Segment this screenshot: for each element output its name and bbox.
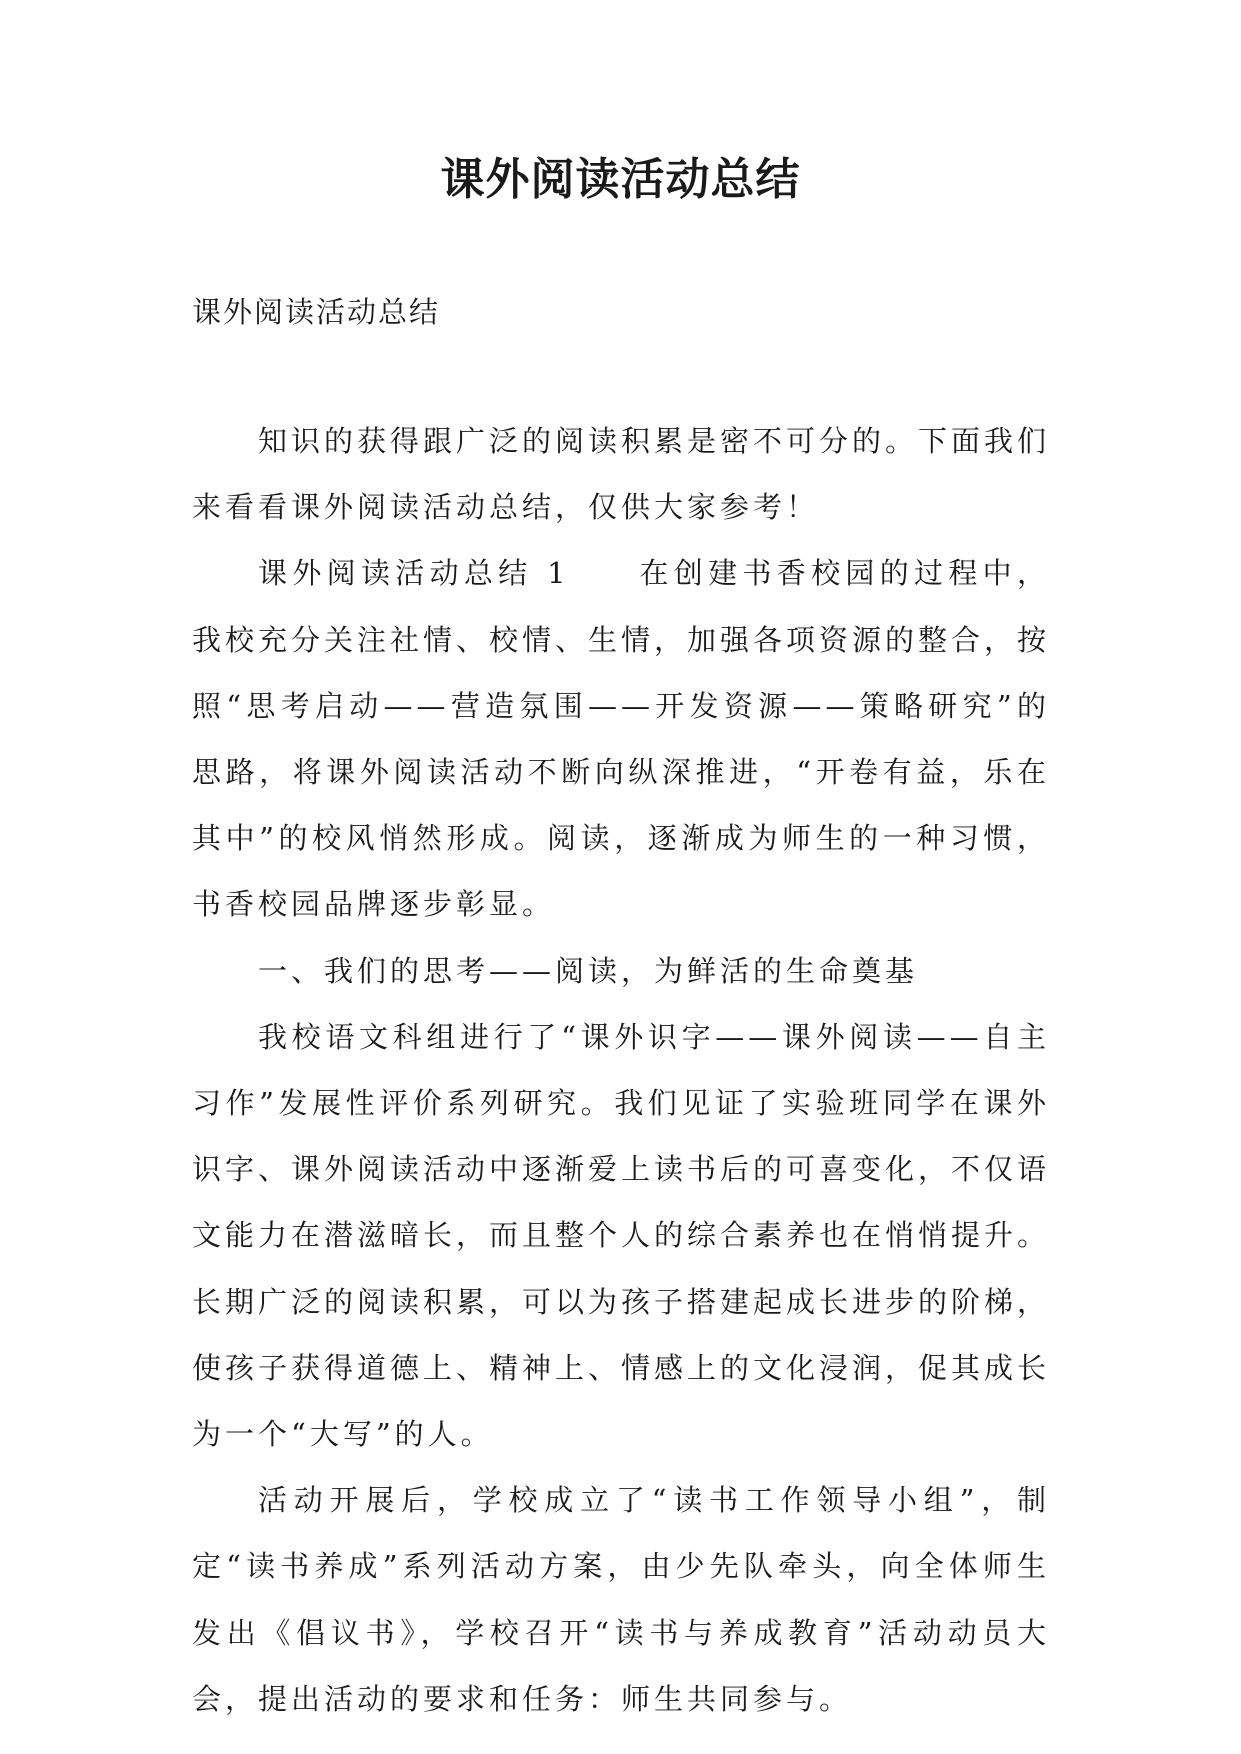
document-subtitle: 课外阅读活动总结 bbox=[192, 295, 441, 329]
paragraph-activity: 活动开展后，学校成立了“读书工作领导小组”，制定“读书养成”系列活动方案，由少先队牵头，向全体师生发出《倡议书》，学校召开“读书与养成教育”活动动员大会，提出活动的要求和任务：师生共同参与。 bbox=[192, 1483, 1050, 1716]
paragraph-intro: 知识的获得跟广泛的阅读积累是密不可分的。下面我们来看看课外阅读活动总结，仅供大家参考！ bbox=[192, 424, 1051, 525]
document-title: 课外阅读活动总结 bbox=[440, 154, 801, 205]
paragraph-research: 我校语文科组进行了“课外识字——课外阅读——自主习作”发展性评价系列研究。我们见证了实验班同学在课外识字、课外阅读活动中逐渐爱上读书后的可喜变化，不仅语文能力在潜滋暗长，而且整个人的综合素养也在悄悄提升。长期广泛的阅读积累，可以为孩子搭建起成长进步的阶梯，使孩子获得道德上、精神上、情感上的文化浸润，促其成长为一个“大写”的人。 bbox=[192, 1019, 1051, 1452]
document-body bbox=[192, 408, 1050, 1732]
paragraph-heading-one: 一、我们的思考——阅读，为鲜活的生命奠基 bbox=[258, 953, 919, 988]
paragraph-summary-1: 课外阅读活动总结 1 在创建书香校园的过程中，我校充分关注社情、校情、生情，加强各项资源的整合，按照“思考启动——营造氛围——开发资源——策略研究”的思路，将课外阅读活动不断向纵深推进，“开卷有益，乐在其中”的校风悄然形成。阅读，逐渐成为师生的一种习惯，书香校园品牌逐步彰显。 bbox=[192, 556, 1051, 922]
